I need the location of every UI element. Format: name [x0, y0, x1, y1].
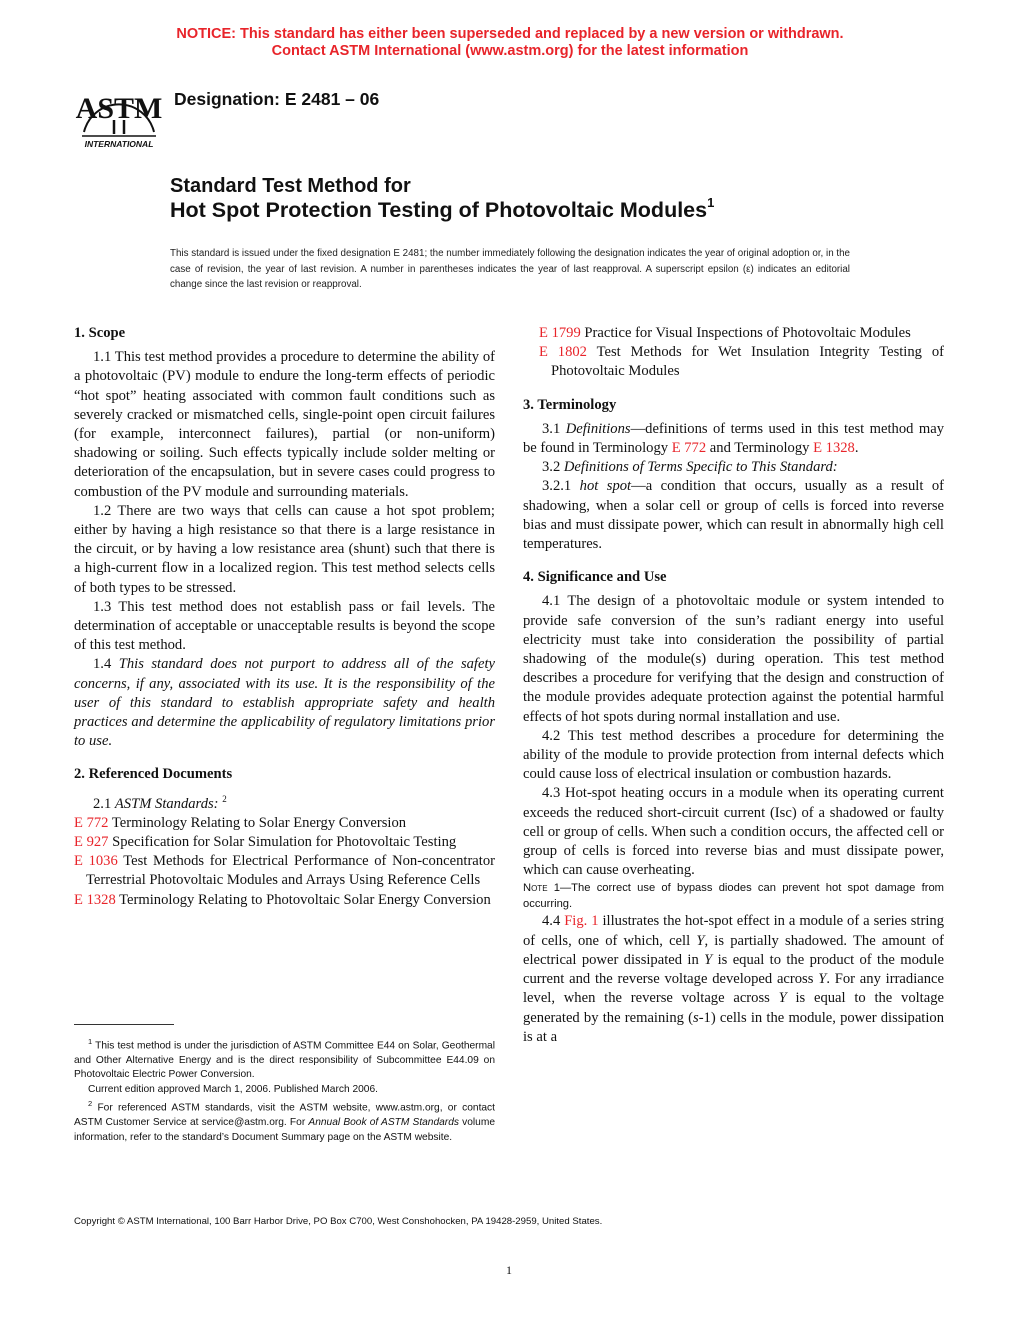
notice-line-2: Contact ASTM International (www.astm.org) for the latest information [271, 43, 749, 59]
section-3-1-text-a: —definitions of terms used in this test method may be found in Terminology [523, 420, 945, 457]
note-text: 1—The correct use of bypass diodes can prevent hot spot damage from occurring. [523, 882, 944, 911]
ref-link-e772[interactable]: E 772 [74, 814, 109, 831]
section-4-2: 4.2 This test method describes a procedure for determining the ability of the module to provide protection from internal defects which could cause loss of electrical insulation or combustion hazards. [523, 727, 944, 783]
ref-title: Practice for Visual Inspections of Photovoltaic Modules [584, 325, 911, 341]
ref-item [74, 852, 495, 890]
note-label: Note [523, 882, 548, 895]
footnote-2-mark: 2 [88, 1099, 93, 1109]
section-4-4-text: . For any irradiance level, when the reverse voltage across [523, 971, 944, 1007]
section-3-2-text: Definitions of Terms Specific to This Standard: [563, 459, 838, 476]
ref-title: Terminology Relating to Photovoltaic Solar Energy Conversion [119, 891, 491, 908]
page-number: 1 [506, 1263, 512, 1277]
section-4-4 [523, 912, 944, 1046]
footnote-2-text-a: For referenced ASTM standards, visit the ASTM website, www.astm.org, or contact ASTM Customer Service at service@astm.org. For [74, 1102, 495, 1129]
logo-letters: ASTM [75, 92, 163, 125]
notice-line-1: NOTICE: This standard has either been superseded and replaced by a new version or withdrawn. [176, 26, 844, 42]
footnote-1b: Current edition approved March 1, 2006. Published March 2006. [88, 1083, 378, 1095]
footnote-1 [74, 1035, 495, 1083]
ref-link-e1802[interactable]: E 1802 [539, 344, 587, 361]
withdrawal-notice [0, 26, 1020, 60]
section-2-1 [74, 790, 495, 814]
section-1-4 [74, 655, 495, 751]
logo-subtitle: INTERNATIONAL [84, 139, 154, 149]
ref-item [74, 814, 495, 833]
ref-item [523, 343, 944, 381]
section-4-4-text: -1) cells in the module, power dissipation is at a [523, 1009, 944, 1045]
section-2-1-text: ASTM Standards: [114, 795, 219, 812]
title-line-1: Standard Test Method for [170, 175, 411, 197]
section-3-2-1 [523, 477, 944, 554]
section-2-1-sup: 2 [222, 793, 227, 804]
section-3-2-1-num: 3.2.1 [542, 478, 580, 495]
section-4-4-text: is equal to the voltage generated by the remaining ( [523, 990, 944, 1026]
designation: Designation: E 2481 – 06 [174, 89, 380, 109]
var-y: Y [704, 951, 713, 968]
section-3-1 [523, 420, 944, 458]
section-1-4-num: 1.4 [93, 656, 119, 673]
footnote-2 [74, 1097, 495, 1145]
footnote-2-text-b: volume information, refer to the standard’s Document Summary page on the ASTM website. [74, 1117, 495, 1143]
ref-link-e1328-inline[interactable]: E 1328 [813, 440, 855, 457]
section-3-2-1-term: hot spot [579, 478, 632, 495]
astm-logo-icon [74, 72, 164, 154]
title-footnote-mark: 1 [707, 195, 715, 210]
section-4-4-num: 4.4 [542, 913, 565, 930]
section-3-1-text-b: and Terminology [706, 440, 814, 457]
section-3-1-num: 3.1 [542, 420, 566, 437]
footnotes [74, 1035, 495, 1145]
var-y: Y [778, 990, 787, 1007]
copyright: Copyright © ASTM International, 100 Barr Harbor Drive, PO Box C700, West Conshohocken, PA 19428-2959, United States. [74, 1216, 603, 1227]
section-1-4-text: This standard does not purport to address all of the safety concerns, if any, associated with its use. It is the responsibility of the user of this standard to establish appropriate safety and health practices and determine the applicability of regulatory limitations prior to use. [74, 656, 495, 750]
ref-item [74, 833, 495, 852]
section-3-1-text-c: . [854, 440, 859, 457]
terminology-heading: 3. Terminology [523, 396, 617, 413]
section-4-3: 4.3 Hot-spot heating occurs in a module when its operating current exceeds the reduced short-circuit current (Isc) of a shadowed or faulty cell or group of cells. When such a condition occurs, the affected cell or group of cells is forced into reverse bias and must dissipate power, which can cause overheating. [523, 785, 944, 879]
issuance-statement: This standard is issued under the fixed designation E 2481; the number immediately following the designation indicates the year of original adoption or, in the case of revision, the year of last revision. A number in parentheses indicates the year of last reapproval. A superscript epsilon (ε) indicates an editorial change since the last revision or reapproval. [170, 248, 850, 290]
refdocs-heading: 2. Referenced Documents [74, 766, 233, 783]
ref-title: Terminology Relating to Solar Energy Conversion [111, 814, 407, 831]
var-y: Y [818, 971, 827, 988]
section-1-3: 1.3 This test method does not establish pass or fail levels. The determination of acceptable or unacceptable results is beyond the scope of this test method. [74, 598, 495, 654]
ref-link-e1328[interactable]: E 1328 [74, 891, 116, 908]
section-4-4-text: illustrates the hot-spot effect in a module of a series string of cells, one of which, cell [523, 913, 944, 949]
ref-title: Test Methods for Wet Insulation Integrity Testing of Photovoltaic Modules [551, 344, 944, 380]
footnote-2-italic: Annual Book of ASTM Standards [308, 1117, 459, 1129]
footnote-rule [74, 1024, 174, 1025]
ref-item [74, 891, 495, 910]
scope-heading: 1. Scope [74, 325, 126, 341]
ref-link-e1799[interactable]: E 1799 [539, 325, 581, 341]
astm-logo [74, 72, 164, 154]
section-4-4-text: , is partially shadowed. The amount of electrical power dissipated in [523, 932, 944, 968]
ref-title: Specification for Solar Simulation for Photovoltaic Testing [112, 833, 457, 850]
ref-link-e1036[interactable]: E 1036 [74, 853, 118, 870]
ref-item [523, 324, 944, 343]
section-4-4-text: is equal to the product of the module current and the reverse voltage developed across [523, 951, 944, 988]
footnote-1-text: This test method is under the jurisdiction of ASTM Committee E44 on Solar, Geothermal and Other Alternative Energy and is the direct responsibility of Subcommittee E44.09 on Photovoltaic Electric Power Conversion. [74, 1040, 495, 1081]
section-1-1: 1.1 This test method provides a procedure to determine the ability of a photovoltaic (PV) module to endure the long-term effects of periodic “hot spot” heating associated with common fault conditions such as severely cracked or mismatched cells, single-point open circuit failures (for example, interconnect failures), partial (or non-uniform) shadowing or soiling. Such effects typically include solder melting or deterioration of the encapsulation, but in severe cases could progress to combustion of the PV module and surrounding materials. [74, 349, 495, 500]
section-3-2-num: 3.2 [542, 459, 564, 476]
right-column [523, 324, 944, 1047]
ref-link-e772-inline[interactable]: E 772 [671, 440, 707, 457]
section-3-1-term: Definitions [565, 420, 631, 437]
section-3-2-1-text: —a condition that occurs, usually as a result of shadowing, when a solar cell or group of cells is forced into reverse bias and must dissipate power, which can result in abnormally high cell temperatures. [523, 478, 945, 553]
left-column [74, 324, 495, 910]
var-s: s [693, 1009, 699, 1026]
ref-title: Test Methods for Electrical Performance of Non-concentrator Terrestrial Photovoltaic Modules and Arrays Using Reference Cells [86, 853, 495, 889]
ref-link-e927[interactable]: E 927 [74, 833, 109, 850]
title-line-2 [170, 197, 714, 223]
figure-1-link[interactable]: Fig. 1 [564, 913, 599, 930]
section-3-2 [523, 458, 944, 477]
section-1-2: 1.2 There are two ways that cells can cause a hot spot problem; either by having a high resistance so that there is a large resistance in the circuit, or by having a low resistance area (shunt) such that there is a high-current flow in a localized region. This test method selects cells of both types to be stressed. [74, 502, 495, 596]
var-y: Y [696, 932, 705, 949]
significance-heading: 4. Significance and Use [523, 569, 667, 586]
title-main: Hot Spot Protection Testing of Photovoltaic Modules [170, 198, 708, 223]
note-1 [523, 880, 944, 912]
section-2-1-num: 2.1 [93, 795, 115, 812]
footnote-1-mark: 1 [88, 1037, 93, 1046]
section-4-1: 4.1 The design of a photovoltaic module or system intended to provide safe conversion of the sun’s radiant energy into useful electricity must take into consideration the possibility of partial shadowing of the module(s) during operation. This test method describes a procedure for verifying that the design and construction of the module provides adequate protection against the potential harmful effects of hot spots during normal installation and use. [523, 593, 944, 725]
